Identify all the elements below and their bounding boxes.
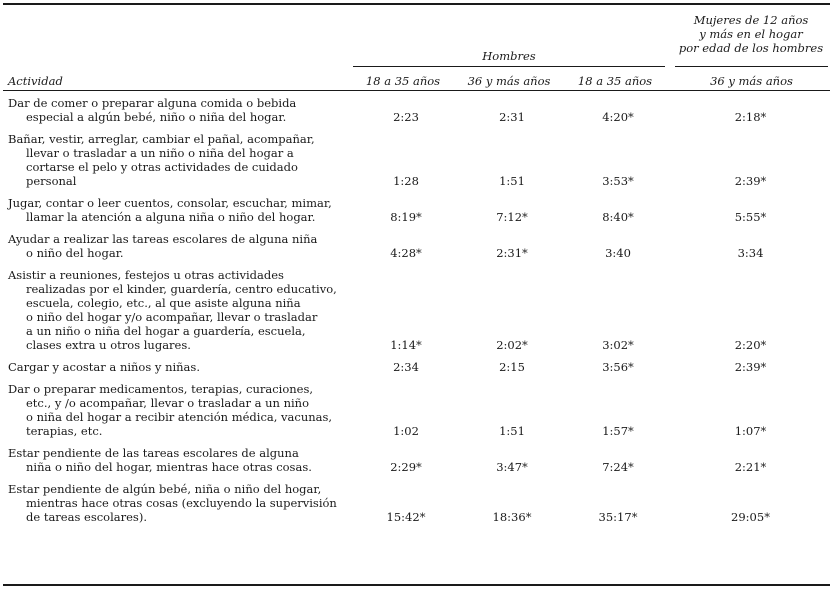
- activity-line: Cargar y acostar a niños y niñas.: [8, 360, 200, 374]
- col-header-mujeres-36-mas: 36 y más años: [710, 74, 793, 88]
- activity-line: Asistir a reuniones, festejos u otras actividades: [8, 268, 284, 282]
- value-cell: 1:28: [393, 174, 419, 188]
- hombres-header: Hombres: [482, 49, 536, 63]
- activity-line: o niño del hogar y/o acompañar, llevar o trasladar: [26, 310, 318, 324]
- value-cell: 2:21*: [734, 460, 767, 474]
- activity-cell: [3, 443, 353, 479]
- value-cell: 3:40: [605, 246, 631, 260]
- value-cell: 3:47*: [496, 460, 528, 474]
- mujeres-spanner-rule: [675, 66, 828, 67]
- value-cell: 2:02*: [496, 338, 528, 352]
- value-cell: 1:14*: [390, 338, 422, 352]
- table-row: [3, 193, 830, 229]
- activity-line: Dar o preparar medicamentos, terapias, curaciones,: [8, 382, 314, 396]
- value-cell: 3:02*: [602, 338, 634, 352]
- table-row: [3, 357, 830, 379]
- activity-cell: [3, 479, 353, 529]
- value-cell: 15:42*: [386, 510, 426, 524]
- value-cell: 2:23: [393, 110, 419, 124]
- activity-line: escuela, colegio, etc., al que asiste alguna niña: [26, 296, 301, 310]
- value-cell: 2:31*: [496, 246, 528, 260]
- mujeres-header: [672, 13, 830, 55]
- value-cell: 2:39*: [734, 174, 767, 188]
- value-cell: 2:20*: [734, 338, 767, 352]
- value-cell: 4:28*: [390, 246, 422, 260]
- activity-cell: [3, 129, 353, 193]
- activity-line: Ayudar a realizar las tareas escolares de alguna niña: [8, 232, 318, 246]
- value-cell: 4:20*: [602, 110, 634, 124]
- header-rule: [3, 90, 830, 91]
- activity-line: llamar la atención a alguna niña o niño del hogar.: [26, 210, 316, 224]
- value-cell: 7:24*: [602, 460, 634, 474]
- mujeres-header-line: y más en el hogar: [699, 27, 803, 41]
- table-row: [3, 93, 830, 129]
- value-cell: 35:17*: [598, 510, 638, 524]
- value-cell: 8:40*: [602, 210, 634, 224]
- data-table: [3, 93, 830, 529]
- value-cell: 3:34: [737, 246, 764, 260]
- activity-line: especial a algún bebé, niño o niña del hogar.: [26, 110, 287, 124]
- value-cell: 1:51: [499, 174, 525, 188]
- value-cell: 2:34: [393, 360, 419, 374]
- value-cell: 1:02: [393, 424, 419, 438]
- activity-line: cortarse el pelo y otras actividades de cuidado: [26, 160, 298, 174]
- activity-line: Jugar, contar o leer cuentos, consolar, escuchar, mimar,: [8, 196, 332, 210]
- activity-line: llevar o trasladar a un niño o niña del hogar a: [26, 146, 294, 160]
- activity-line: de tareas escolares).: [26, 510, 147, 524]
- value-cell: 3:56*: [602, 360, 634, 374]
- value-cell: 18:36*: [492, 510, 532, 524]
- activity-cell: [3, 265, 353, 357]
- top-rule: [3, 3, 830, 5]
- value-cell: 1:07*: [734, 424, 767, 438]
- activity-line: clases extra u otros lugares.: [26, 338, 191, 352]
- table-row: [3, 129, 830, 193]
- table-row: [3, 479, 830, 529]
- table-row: [3, 229, 830, 265]
- activity-line: realizadas por el kinder, guardería, centro educativo,: [26, 282, 337, 296]
- activity-line: terapias, etc.: [26, 424, 103, 438]
- bottom-rule: [3, 584, 830, 586]
- value-cell: 5:55*: [734, 210, 767, 224]
- activity-line: niña o niño del hogar, mientras hace otras cosas.: [26, 460, 312, 474]
- activity-cell: [3, 193, 353, 229]
- activity-line: personal: [26, 174, 77, 188]
- value-cell: 2:18*: [734, 110, 767, 124]
- activity-cell: [3, 93, 353, 129]
- activity-cell: [3, 379, 353, 443]
- mujeres-header-line: por edad de los hombres: [678, 41, 824, 55]
- activity-line: Dar de comer o preparar alguna comida o bebida: [8, 96, 297, 110]
- col-header-hombres-18-35: 18 a 35 años: [365, 74, 441, 88]
- value-cell: 8:19*: [390, 210, 422, 224]
- actividad-header: Actividad: [8, 74, 63, 88]
- activity-line: a un niño o niña del hogar a guardería, escuela,: [26, 324, 306, 338]
- value-cell: 1:57*: [602, 424, 634, 438]
- value-cell: 2:15: [499, 360, 525, 374]
- value-cell: 29:05*: [731, 510, 770, 524]
- activity-line: Bañar, vestir, arreglar, cambiar el pañal, acompañar,: [8, 132, 315, 146]
- activity-line: Estar pendiente de algún bebé, niña o niño del hogar,: [8, 482, 322, 496]
- hombres-spanner-rule: [353, 66, 665, 67]
- value-cell: 1:51: [499, 424, 525, 438]
- value-cell: 2:31: [499, 110, 525, 124]
- activity-line: etc., y /o acompañar, llevar o trasladar a un niño: [26, 396, 310, 410]
- value-cell: 3:53*: [602, 174, 634, 188]
- activity-line: o niño del hogar.: [26, 246, 124, 260]
- table-row: [3, 379, 830, 443]
- col-header-mujeres-18-35: 18 a 35 años: [577, 74, 653, 88]
- value-cell: 2:39*: [734, 360, 767, 374]
- activity-line: o niña del hogar a recibir atención médica, vacunas,: [26, 410, 333, 424]
- table-row: [3, 265, 830, 357]
- mujeres-header-line: Mujeres de 12 años: [693, 13, 809, 27]
- value-cell: 7:12*: [496, 210, 528, 224]
- table-row: [3, 443, 830, 479]
- value-cell: 2:29*: [390, 460, 422, 474]
- activity-cell: [3, 357, 353, 379]
- activity-line: Estar pendiente de las tareas escolares de alguna: [8, 446, 299, 460]
- col-header-hombres-36-mas: 36 y más años: [467, 74, 551, 88]
- activity-line: mientras hace otras cosas (excluyendo la supervisión: [26, 496, 337, 510]
- activity-cell: [3, 229, 353, 265]
